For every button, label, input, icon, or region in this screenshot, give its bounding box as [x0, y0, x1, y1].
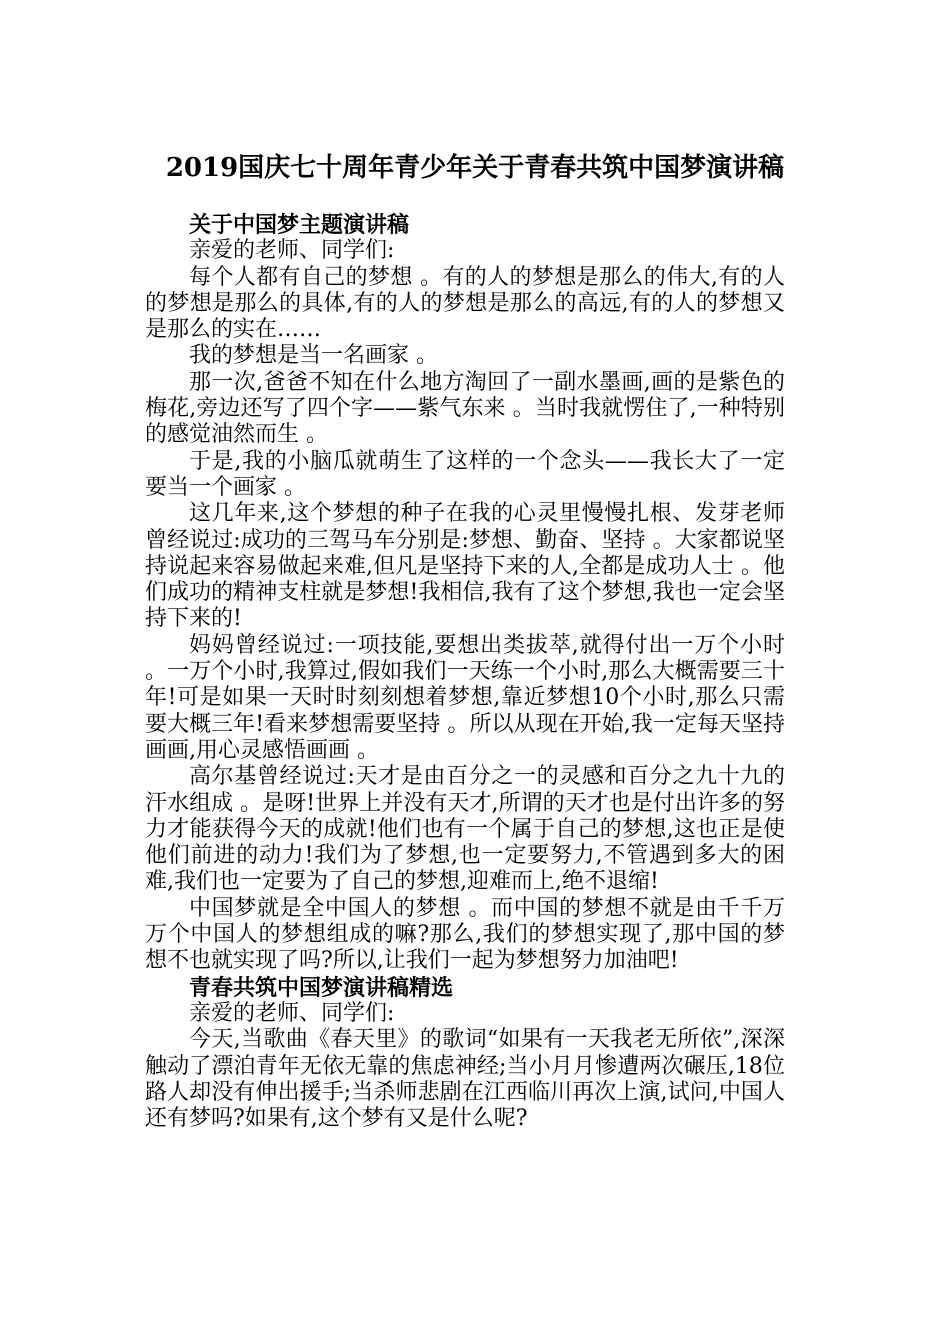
- section-heading: 青春共筑中国梦演讲稿精选: [189, 974, 454, 1001]
- paragraph: 今天,当歌曲《春天里》的歌词“如果有一天我老无所依”,深深触动了漂泊青年无依无靠的焦虑神经;当小月月惨遭两次碾压,18位路人却没有伸出援手;当杀师悲剧在江西临川再次上演,试问,中国人还有梦吗?如果有,这个梦有又是什么呢?: [145, 1027, 785, 1132]
- paragraph: 每个人都有自己的梦想 。有的人的梦想是那么的伟大,有的人的梦想是那么的具体,有的人的梦想是那么的高远,有的人的梦想又是那么的实在……: [145, 264, 785, 343]
- document-title: 2019国庆七十周年青少年关于青春共筑中国梦演讲稿: [165, 153, 785, 183]
- section-heading: 关于中国梦主题演讲稿: [189, 212, 410, 238]
- salutation: 亲爱的老师、同学们:: [189, 238, 395, 264]
- document-body: [145, 212, 785, 1132]
- paragraph: 高尔基曾经说过:天才是由百分之一的灵感和百分之九十九的汗水组成 。是呀!世界上并没有天才,所谓的天才也是付出许多的努力才能获得今天的成就!他们也有一个属于自己的梦想,这也正是使他们前进的动力!我们为了梦想,也一定要努力,不管遇到多大的困难,我们也一定要为了自己的梦想,迎难而上,绝不退缩!: [145, 764, 785, 895]
- paragraph: 这几年来,这个梦想的种子在我的心灵里慢慢扎根、发芽老师曾经说过:成功的三驾马车分别是:梦想、勤奋、坚持 。大家都说坚持说起来容易做起来难,但凡是坚持下来的人,全都是成功人士 。他们成功的精神支柱就是梦想!我相信,我有了这个梦想,我也一定会坚持下来的!: [145, 501, 785, 632]
- paragraph: 那一次,爸爸不知在什么地方淘回了一副水墨画,画的是紫色的梅花,旁边还写了四个字——紫气东来 。当时我就愣住了,一种特别的感觉油然而生 。: [145, 369, 785, 448]
- paragraph: 于是,我的小脑瓜就萌生了这样的一个念头——我长大了一定要当一个画家 。: [145, 448, 785, 500]
- paragraph: 妈妈曾经说过:一项技能,要想出类拔萃,就得付出一万个小时 。一万个小时,我算过,假如我们一天练一个小时,那么大概需要三十年!可是如果一天时时刻刻想着梦想,靠近梦想10个小时,那么只需要大概三年!看来梦想需要坚持 。所以从现在开始,我一定每天坚持画画,用心灵感悟画画 。: [145, 632, 785, 763]
- paragraph: 中国梦就是全中国人的梦想 。而中国的梦想不就是由千千万万个中国人的梦想组成的嘛?那么,我们的梦想实现了,那中国的梦想不也就实现了吗?所以,让我们一起为梦想努力加油吧!: [145, 895, 785, 974]
- salutation: 亲爱的老师、同学们:: [189, 1000, 395, 1026]
- paragraph: 我的梦想是当一名画家 。: [189, 343, 438, 369]
